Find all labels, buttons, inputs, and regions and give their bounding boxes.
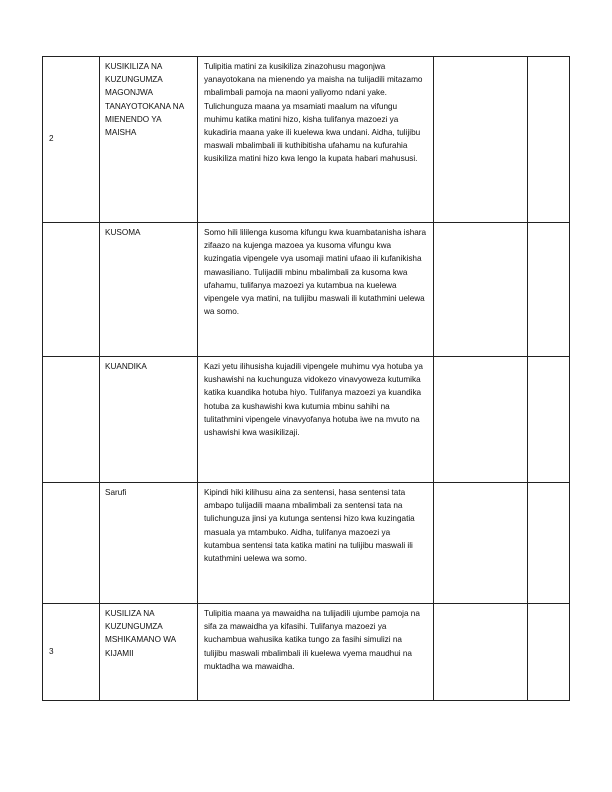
row-content: Tulipitia maana ya mawaidha na tulijadili ujumbe pamoja na sifa za mawaidha ya kifasihi. Tulifanya mazoezi ya kuchambua wahusika katika tungo za fasihi simulizi na tulijibu maswali mbalimbali ili kuelewa vyema maudhui na muktadha wa mawaidha.	[198, 604, 434, 701]
table-row	[43, 223, 570, 357]
row-topic: KUANDIKA	[100, 357, 198, 483]
table-row	[43, 57, 570, 223]
row-empty-cell	[434, 57, 528, 223]
row-content: Kipindi hiki kilihusu aina za sentensi, hasa sentensi tata ambapo tulijadili maana mbalimbali za sentensi tata na tulichunguza jinsi ya kutunga sentensi hizo kwa kuzingatia masuala ya mtambuko. Aidha, tulifanya mazoezi ya kutambua sentensi tata katika matini na tulijibu maswali ili kutathmini uelewa wa somo.	[198, 483, 434, 604]
row-empty-cell	[528, 223, 570, 357]
row-empty-cell	[528, 357, 570, 483]
row-number	[43, 483, 100, 604]
row-empty-cell	[528, 483, 570, 604]
table-row	[43, 483, 570, 604]
row-empty-cell	[434, 604, 528, 701]
row-empty-cell	[528, 57, 570, 223]
row-topic: KUSILIZA NA KUZUNGUMZA MSHIKAMANO WA KIJAMII	[100, 604, 198, 701]
row-content: Somo hili lililenga kusoma kifungu kwa kuambatanisha ishara zifaazo na kujenga mazoea ya kusoma vifungu kwa kuzingatia vipengele vya usomaji matini ufaao ili kufanikisha mawasiliano. Tulijadili mbinu mbalimbali za kusoma kwa ufahamu, tulifanya mazoezi ya kutambua na kuelewa vipengele vya matini, na tulijibu maswali ili kutathmini uelewa wa somo.	[198, 223, 434, 357]
row-empty-cell	[434, 357, 528, 483]
lesson-table	[42, 56, 570, 701]
row-content: Kazi yetu ilihusisha kujadili vipengele muhimu vya hotuba ya kushawishi na kuchunguza vidokezo vinavyoweza kutumika katika kuandika hotuba hiyo. Tulifanya mazoezi ya kuandika hotuba za kushawishi kwa kutumia mbinu sahihi na tulitathmini vipengele vinavyofanya hotuba iwe na mvuto na ushawishi kwa wasikilizaji.	[198, 357, 434, 483]
row-content: Tulipitia matini za kusikiliza zinazohusu magonjwa yanayotokana na mienendo ya maisha na tulijadili mitazamo mbalimbali pamoja na maoni yaliyomo ndani yake. Tulichunguza maana ya msamiati maalum na vifungu muhimu katika matini hizo, kisha tulifanya mazoezi ya kukadiria maana yake ili kuelewa kwa undani. Aidha, tulijibu maswali mbalimbali ili kuthibitisha ufahamu na kufurahia kusikiliza matini hizo kwa lengo la kupata habari mahususi.	[198, 57, 434, 223]
row-number	[43, 357, 100, 483]
row-number: 2	[43, 57, 100, 223]
row-topic: Sarufi	[100, 483, 198, 604]
row-empty-cell	[528, 604, 570, 701]
table-row	[43, 357, 570, 483]
row-topic: KUSOMA	[100, 223, 198, 357]
row-number	[43, 223, 100, 357]
row-topic: KUSIKILIZA NA KUZUNGUMZA MAGONJWA TANAYOTOKANA NA MIENENDO YA MAISHA	[100, 57, 198, 223]
table-row	[43, 604, 570, 701]
row-number: 3	[43, 604, 100, 701]
row-empty-cell	[434, 223, 528, 357]
row-empty-cell	[434, 483, 528, 604]
